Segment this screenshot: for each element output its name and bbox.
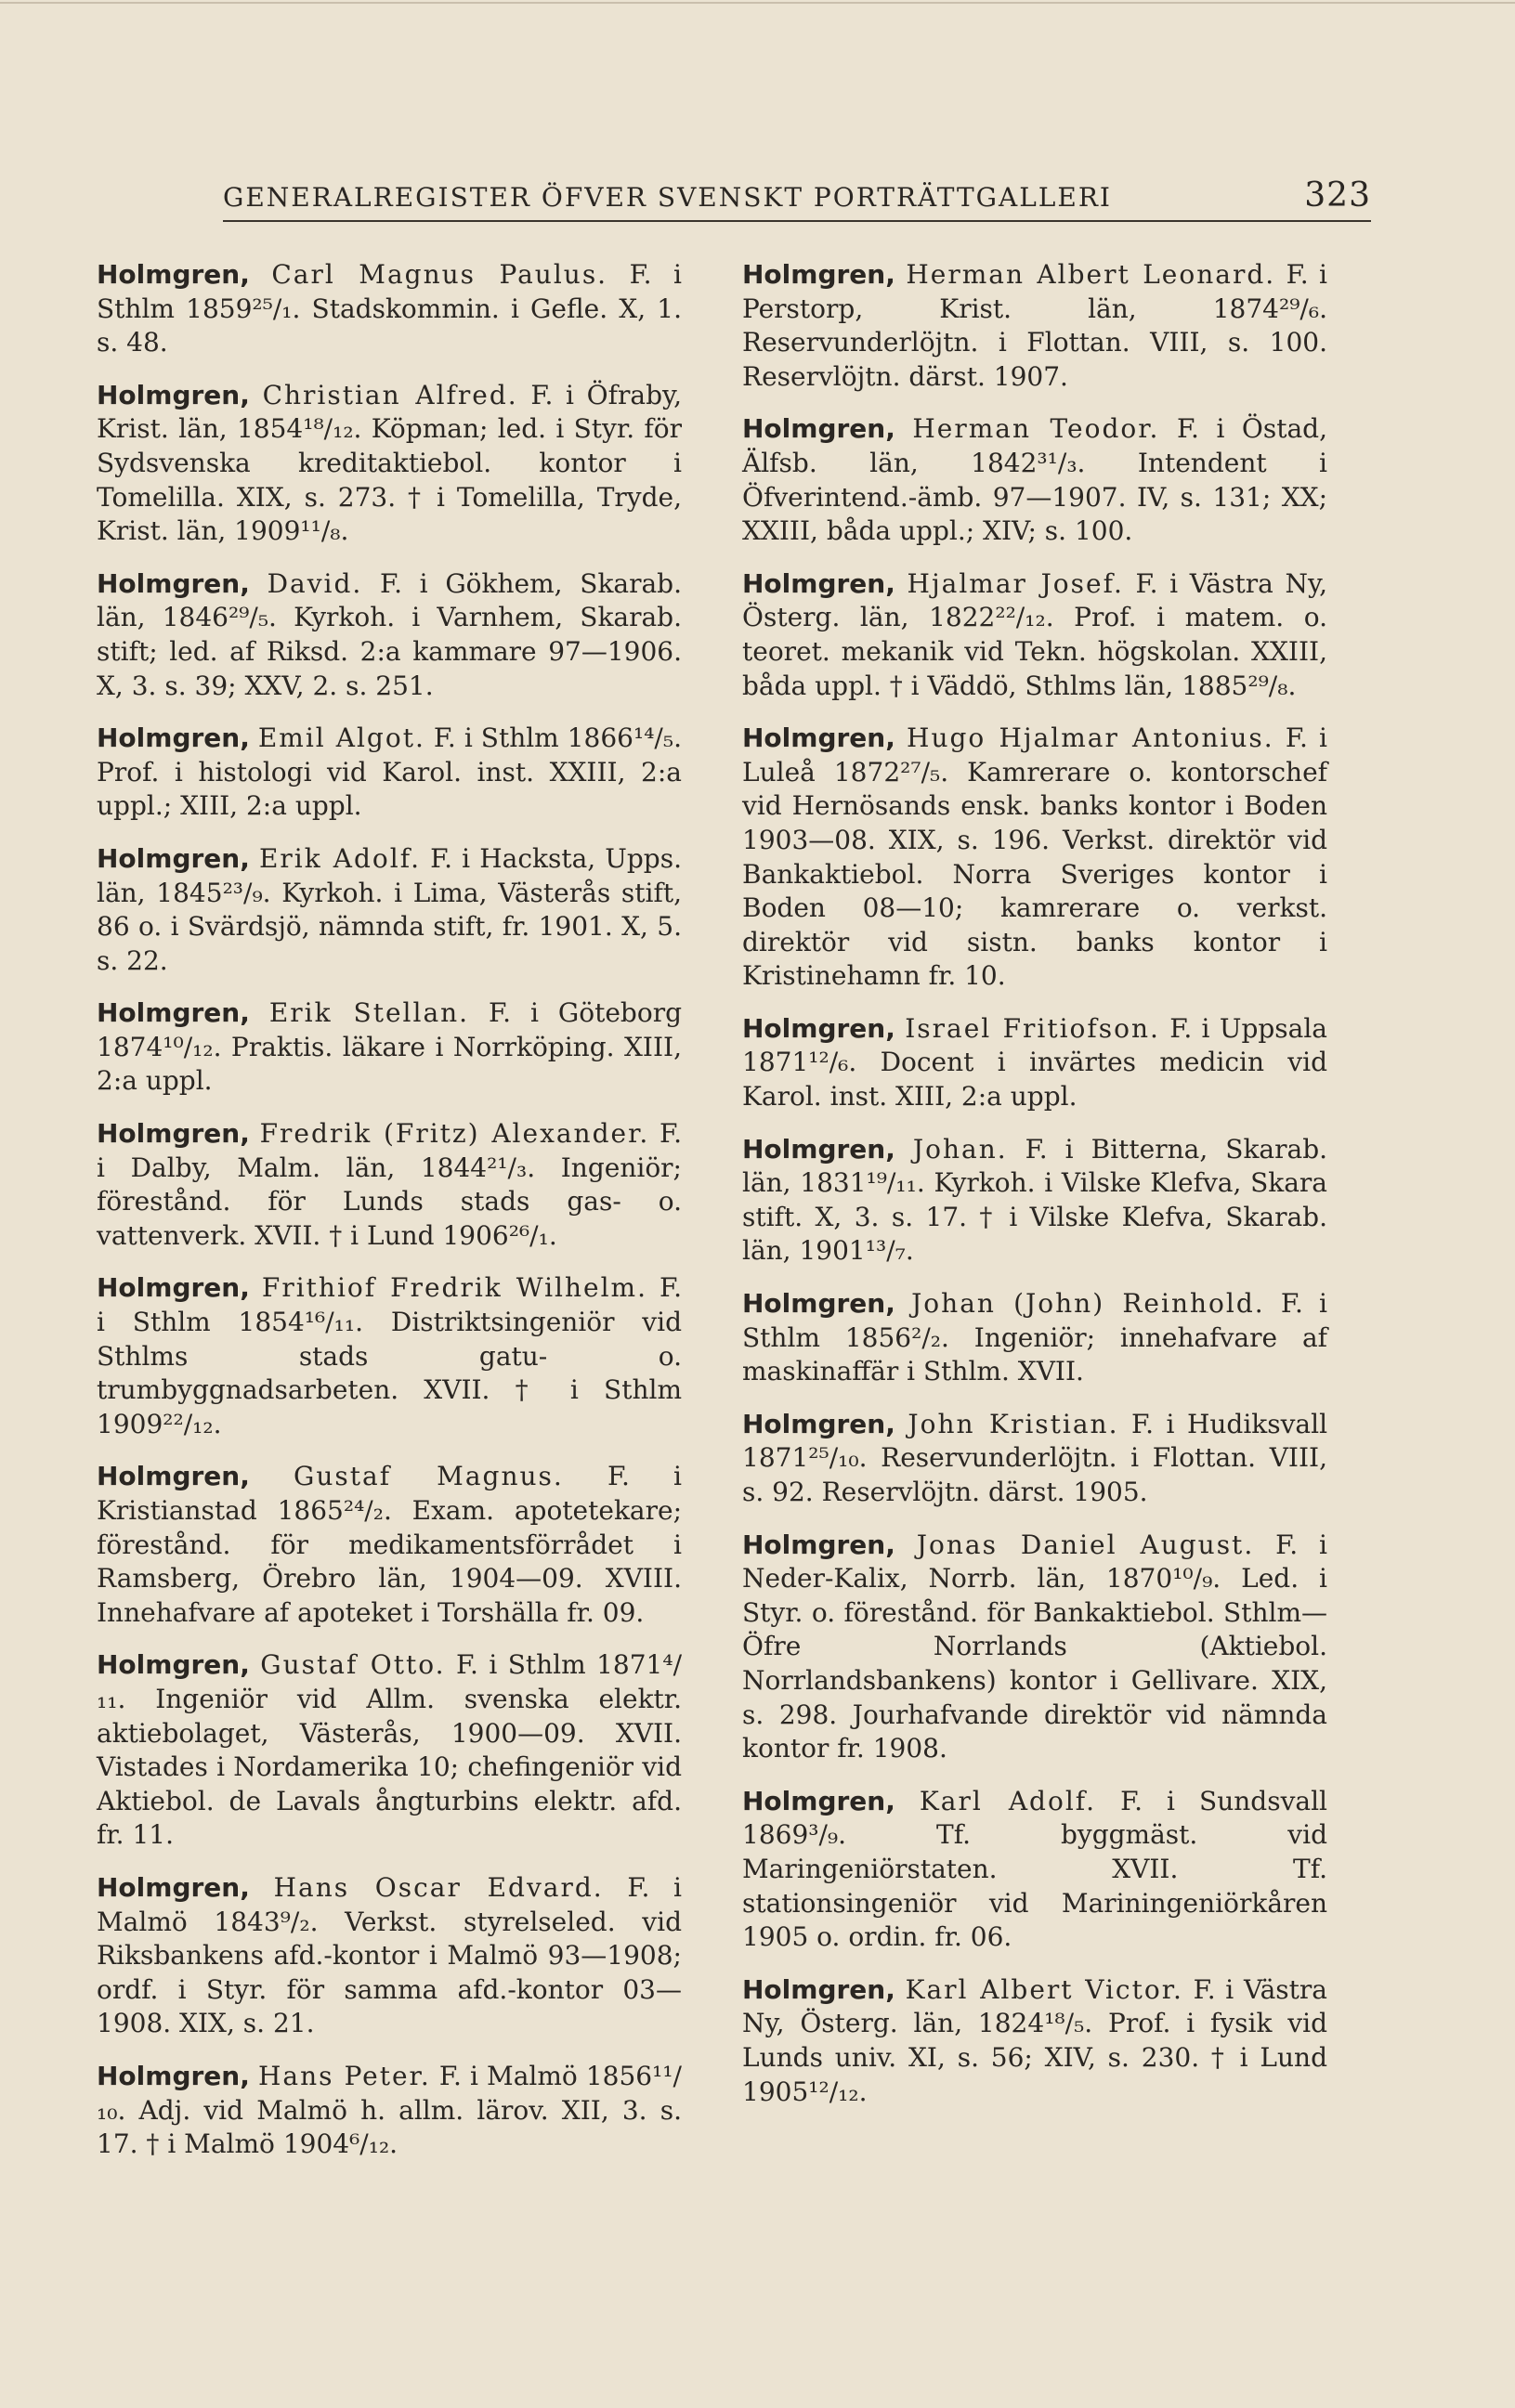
entry-details: F. i Malmö 1856¹¹/₁₀. Adj. vid Malmö h. allm. lärov. XII, 3. s. 17. † i Malmö 1904⁶/₁₂. [97,2060,682,2160]
entry-surname: Holmgren, [742,1012,895,1044]
register-entry [742,258,1327,394]
entry-given-names: John Kristian. [908,1408,1119,1439]
register-entry [97,1271,682,1441]
page-top-rule [0,2,1515,7]
entry-details: F. i Sthlm 1854¹⁶/₁₁. Distriktsingeniör vid Sthlms stads gatu- o. trumbyggnadsarbeten. XVII. † i Sthlm 1909²²/₁₂. [97,1272,682,1439]
entry-surname: Holmgren, [97,722,250,754]
register-entry [97,1648,682,1853]
register-entry [742,1012,1327,1114]
entry-surname: Holmgren, [742,567,895,599]
left-column [97,258,682,2180]
entry-surname: Holmgren, [97,259,250,290]
entry-details: F. i Neder-Kalix, Norrb. län, 1870¹⁰/₉. Led. i Styr. o. förestånd. för Bankaktiebol. Sthlm—Öfre Norrlands (Aktiebol. Norrlandsbankens) kontor i Gellivare. XIX, s. 298. Jourhafvande direktör vid nämnda kontor fr. 1908. [742,1529,1328,1764]
entry-surname: Holmgren, [97,1649,250,1681]
register-entry [742,1287,1327,1389]
entry-surname: Holmgren, [742,722,895,754]
entry-given-names: Herman Albert Leonard. [906,259,1276,290]
entry-details: F. i Luleå 1872²⁷/₅. Kamrerare o. kontorschef vid Hernösands ensk. banks kontor i Boden 1903—08. XIX, s. 196. Verkst. direktör vid Bankaktiebol. Norra Sveriges kontor i Boden 08—10; kamrerare o. verkst. direktör vid sistn. banks kontor i Kristinehamn fr. 10. [742,722,1327,992]
entry-given-names: Christian Alfred. [262,379,518,410]
entry-details: F. i Uppsala 1871¹²/₆. Docent i invärtes medicin vid Karol. inst. XIII, 2:a uppl. [742,1012,1328,1113]
entry-given-names: Hans Peter. [257,2060,431,2091]
entry-surname: Holmgren, [742,413,895,445]
register-entry [97,258,682,360]
entry-details: F. i Bitterna, Skarab. län, 1831¹⁹/₁₁. Kyrkoh. i Vilske Klefva, Skara stift. X, 3. s. 17. † i Vilske Klefva, Skarab. län, 1901¹³/₇. [742,1133,1328,1267]
entry-surname: Holmgren, [742,259,895,290]
register-entry [97,567,682,703]
running-head-title: GENERALREGISTER ÖFVER SVENSKT PORTRÄTTGALLERI [223,182,1112,213]
entry-given-names: Karl Adolf. [919,1785,1097,1816]
entry-surname: Holmgren, [97,997,250,1029]
entry-given-names: Erik Adolf. [258,842,422,874]
entry-details: F. i Malmö 1843⁹/₂. Verkst. styrelseled. vid Riksbankens afd.-kontor i Malmö 93—1908; ordf. i Styr. för samma afd.-kontor 03—1908. XIX, s. 21. [97,1871,683,2039]
entry-details: F. i Hudiksvall 1871²⁵/₁₀. Reservunderlöjtn. i Flottan. VIII, s. 92. Reservlöjtn. därst. 1905. [742,1408,1328,1507]
entry-given-names: Frithiof Fredrik Wilhelm. [261,1272,647,1304]
entry-given-names: Carl Magnus Paulus. [271,259,608,290]
entry-details: F. i Sthlm 1871⁴/₁₁. Ingeniör vid Allm. svenska elektr. aktiebolaget, Västerås, 1900—09. XVII. Vistades i Nordamerika 10; chefingeniör vid Aktiebol. de Lavals ångturbins elektr. afd. fr. 11. [97,1649,683,1851]
entry-given-names: David. [267,567,363,599]
entry-surname: Holmgren, [742,1408,895,1439]
register-entry [742,722,1327,994]
register-entry [97,842,682,978]
entry-details: F. i Göteborg 1874¹⁰/₁₂. Praktis. läkare i Norrköping. XIII, 2:a uppl. [97,997,683,1097]
entry-given-names: Herman Teodor. [912,413,1160,445]
entry-details: F. i Gökhem, Skarab. län, 1846²⁹/₅. Kyrkoh. i Varnhem, Skarab. stift; led. af Riksd. 2:a kammare 97—1906. X, 3. s. 39; XXV, 2. s. 251. [97,567,683,701]
entry-given-names: Emil Algot. [257,722,425,754]
entry-details: F. i Perstorp, Krist. län, 1874²⁹/₆. Reservunderlöjtn. i Flottan. VIII, s. 100. Reservlöjtn. därst. 1907. [742,259,1328,392]
entry-surname: Holmgren, [742,1785,895,1816]
register-entry [742,412,1327,548]
entry-details: F. i Sthlm 1866¹⁴/₅. Prof. i histologi vid Karol. inst. XXIII, 2:a uppl.; XIII, 2:a uppl. [97,722,682,822]
entry-details: F. i Hacksta, Upps. län, 1845²³/₉. Kyrkoh. i Lima, Västerås stift, 86 o. i Svärdsjö, nämnda stift, fr. 1901. X, 5. s. 22. [97,842,682,976]
register-entry [97,722,682,824]
entry-given-names: Fredrik (Fritz) Alexander. [259,1118,650,1150]
entry-given-names: Hugo Hjalmar Antonius. [907,722,1274,754]
entry-given-names: Jonas Daniel August. [916,1529,1255,1560]
register-entry [97,1117,682,1253]
register-entry [742,1529,1327,1766]
entry-given-names: Israel Fritiofson. [905,1012,1160,1044]
entry-surname: Holmgren, [97,379,250,410]
entry-surname: Holmgren, [97,1272,250,1304]
register-entry [742,567,1327,703]
entry-surname: Holmgren, [742,1133,895,1165]
entry-details: F. i Västra Ny, Österg. län, 1824¹⁸/₅. Prof. i fysik vid Lunds univ. XI, s. 56; XIV, s. 230. † i Lund 1905¹²/₁₂. [742,1973,1327,2107]
register-entry [742,1133,1327,1269]
entry-details: F. i Kristianstad 1865²⁴/₂. Exam. apotetekare; förestånd. för medikamentsförrådet i Ramsberg, Örebro län, 1904—09. XVIII. Innehafvare af apoteket i Torshälla fr. 09. [97,1461,682,1628]
entry-details: F. i Sthlm 1859²⁵/₁. Stadskommin. i Gefle. X, 1. s. 48. [97,259,683,358]
register-entry [742,1785,1327,1955]
entry-surname: Holmgren, [97,2060,250,2091]
register-entry [97,1871,682,2041]
entry-surname: Holmgren, [97,1118,250,1150]
entry-details: F. i Västra Ny, Österg. län, 1822²²/₁₂. Prof. i matem. o. teoret. mekanik vid Tekn. högskolan. XXIII, båda uppl. † i Väddö, Sthlms län, 1885²⁹/₈. [742,567,1327,701]
register-entry [97,2060,682,2162]
entry-given-names: Erik Stellan. [268,997,470,1029]
register-entry [97,1460,682,1630]
entry-given-names: Hjalmar Josef. [907,567,1124,599]
entry-surname: Holmgren, [97,842,250,874]
entry-details: F. i Öfraby, Krist. län, 1854¹⁸/₁₂. Köpman; led. i Styr. för Sydsvenska kreditaktiebol. kontor i Tomelilla. XIX, s. 273. † i Tomelilla, Tryde, Krist. län, 1909¹¹/₈. [97,379,682,547]
entry-given-names: Hans Oscar Edvard. [273,1871,604,1903]
entry-surname: Holmgren, [742,1288,895,1320]
entry-surname: Holmgren, [97,567,250,599]
register-entry [97,379,682,549]
entry-given-names: Gustaf Otto. [260,1649,446,1681]
entry-surname: Holmgren, [97,1461,250,1492]
register-entry [97,996,682,1099]
entry-surname: Holmgren, [742,1973,895,2005]
register-entry [742,1973,1327,2109]
register-entry [742,1408,1327,1510]
entry-given-names: Karl Albert Victor. [905,1973,1183,2005]
entry-surname: Holmgren, [742,1529,895,1560]
running-head [223,176,1371,222]
right-column [742,258,1327,2128]
entry-details: F. i Östad, Älfsb. län, 1842³¹/₃. Intendent i Öfverintend.-ämb. 97—1907. IV, s. 131; XX; XXIII, båda uppl.; XIV; s. 100. [742,413,1327,547]
entry-given-names: Johan (John) Reinhold. [911,1288,1265,1320]
entry-details: F. i Sundsvall 1869³/₉. Tf. byggmäst. vid Maringeniörstaten. XVII. Tf. stationsingeniör vid Mariningeniörkåren 1905 o. ordin. fr. 06. [742,1785,1327,1953]
entry-details: F. i Dalby, Malm. län, 1844²¹/₃. Ingeniör; förestånd. för Lunds stads gas- o. vattenverk. XVII. † i Lund 1906²⁶/₁. [97,1118,683,1251]
entry-given-names: Gustaf Magnus. [293,1461,564,1492]
entry-given-names: Johan. [912,1133,1008,1165]
entry-details: F. i Sthlm 1856²/₂. Ingeniör; innehafvare af maskinaffär i Sthlm. XVII. [742,1288,1328,1387]
page-number: 323 [1304,176,1371,215]
entry-surname: Holmgren, [97,1871,250,1903]
